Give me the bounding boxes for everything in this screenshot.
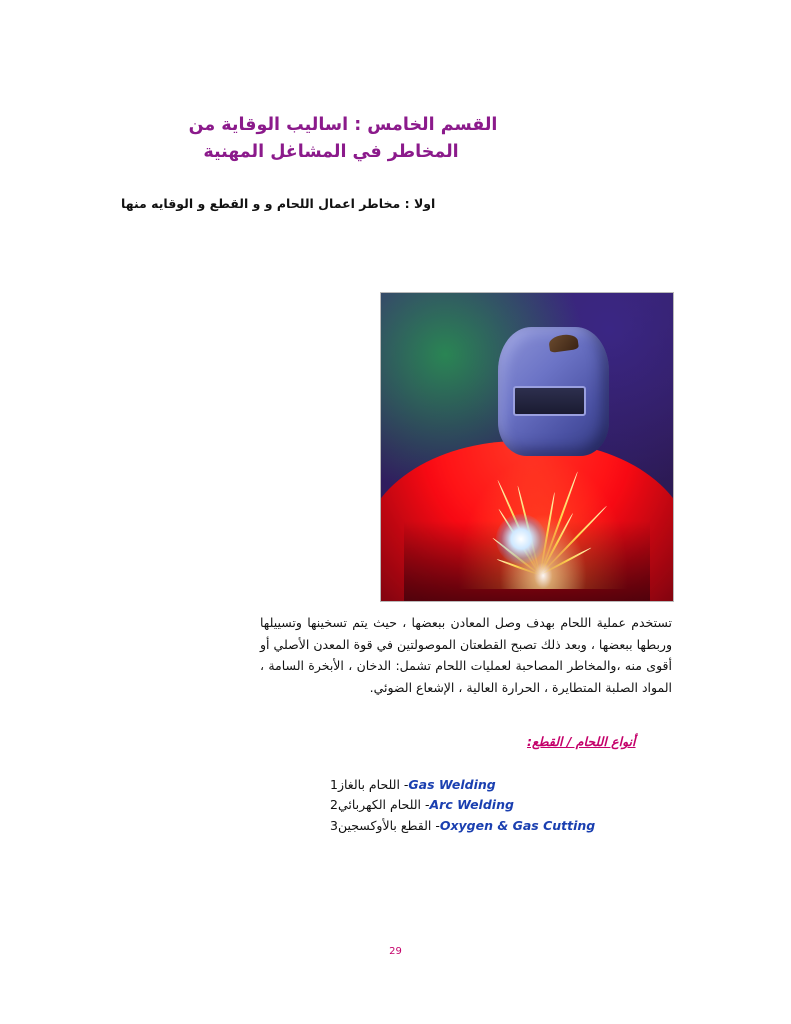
welding-types-heading: أنواع اللحام / القطع: — [527, 734, 636, 749]
list-item-english: Oxygen & Gas Cutting — [439, 817, 596, 833]
welding-photo — [380, 292, 674, 602]
list-item-english: Arc Welding — [429, 797, 514, 813]
helmet-hair-shape — [548, 333, 579, 352]
section-subtitle: اولا : مخاطر اعمال اللحام و و القطع و الوقايه منها — [121, 196, 436, 211]
helmet-visor-shape — [513, 386, 586, 416]
list-item-number: 2 — [330, 797, 338, 813]
list-item-number: 1 — [330, 777, 338, 792]
page-title — [143, 112, 543, 166]
page-title-line-1: القسم الخامس : اساليب الوقاية من — [188, 115, 498, 135]
list-item-number: 3 — [330, 817, 338, 833]
list-item — [330, 775, 672, 795]
list-item-arabic: - اللحام الكهربائي — [337, 797, 430, 813]
list-item-arabic: - اللحام بالغاز — [337, 777, 409, 792]
body-paragraph — [260, 612, 672, 698]
list-item — [330, 816, 672, 836]
photo-background — [381, 293, 673, 601]
list-item — [330, 795, 672, 815]
sparks-glow — [434, 422, 644, 588]
list-item-arabic: - القطع بالأوكسجين — [337, 817, 440, 833]
page-number: 29 — [389, 946, 402, 957]
page-title-line-2: المخاطر في المشاغل المهنية — [203, 142, 459, 163]
list-item-english: Gas Welding — [408, 777, 496, 792]
welding-arc-glow — [496, 514, 546, 564]
welding-types-list — [330, 775, 672, 836]
body-paragraph-text: تستخدم عملية اللحام بهدف وصل المعادن ببعضها ، حيث يتم تسخينها وتسييلها وربطها ببعضها ، وبعد ذلك تصبح القطعتان الموصولتين في قوة المعدن الأصلي أو أقوى منه ،والمخاطر المصاحبة لعمليات اللحام تشمل: الدخان ، الأبخرة السامة ، المواد الصلبة المتطايرة ، الحرارة العالية ، الإشعاع الضوئي. — [260, 615, 672, 695]
